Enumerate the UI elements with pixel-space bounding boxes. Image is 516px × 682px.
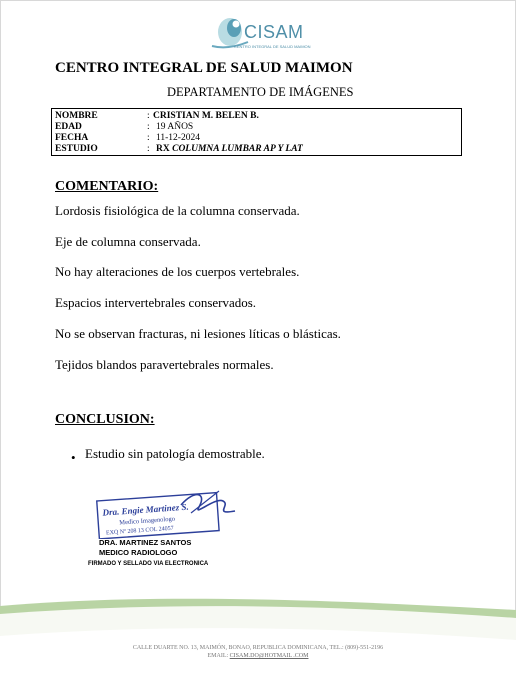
colon: : [147, 144, 150, 154]
footer-wave [0, 596, 516, 682]
signer-role: MEDICO RADIOLOGO [99, 548, 178, 557]
signature-note: FIRMADO Y SELLADO VIA ELECTRONICA [88, 561, 209, 567]
logo-name: CISAM [244, 22, 304, 42]
comment-line: No se observan fracturas, ni lesiones líticas o blásticas. [55, 326, 341, 341]
study-value: COLUMNA LUMBAR AP Y LAT [172, 144, 303, 154]
name-value: CRISTIAN M. BELEN B. [153, 111, 259, 121]
patient-info-box [51, 108, 462, 156]
age-label: EDAD [55, 122, 82, 132]
study-prefix: RX [156, 144, 170, 154]
age-value: 19 AÑOS [156, 122, 194, 132]
footer-address: CALLE DUARTE NO. 13, MAIMÓN, BONAO, REPUBLICA DOMINICANA, TEL.: (809)-551-2196 [132, 645, 384, 651]
info-row-study [55, 143, 455, 155]
page-title: CENTRO INTEGRAL DE SALUD MAIMON [55, 60, 353, 76]
colon: : [147, 111, 150, 121]
comment-line: Lordosis fisiológica de la columna conservada. [55, 203, 300, 218]
date-value: 11-12-2024 [156, 133, 200, 143]
conclusion-item: Estudio sin patología demostrable. [85, 446, 265, 461]
logo-tagline: CENTRO INTEGRAL DE SALUD MAIMON [234, 44, 311, 49]
name-label: NOMBRE [55, 111, 98, 121]
study-label: ESTUDIO [55, 144, 98, 154]
colon: : [147, 133, 150, 143]
comment-line: Espacios intervertebrales conservados. [55, 295, 257, 310]
email-label: EMAIL: [207, 653, 229, 659]
signer-name: DRA. MARTINEZ SANTOS [99, 538, 192, 547]
date-label: FECHA [55, 133, 89, 143]
comment-line: Tejidos blandos paravertebrales normales. [55, 357, 274, 372]
department-label: DEPARTAMENTO DE IMÁGENES [167, 85, 354, 99]
bullet-dot: • [71, 450, 76, 465]
signature-stamp [95, 487, 240, 539]
comment-line: No hay alteraciones de los cuerpos vertebrales. [55, 264, 300, 279]
stamp-role: Medico Imagenologo [119, 515, 176, 527]
colon: : [147, 122, 150, 132]
conclusion-heading: CONCLUSION: [55, 412, 155, 427]
comment-line: Eje de columna conservada. [55, 234, 201, 249]
footer-email-line [0, 653, 516, 659]
comment-heading: COMENTARIO: [55, 179, 159, 194]
email-link[interactable]: CISAM.DO@HOTMAIL .COM [229, 653, 309, 659]
stamp-exequatur: EXQ Nº 208 13 COL 24057 [105, 525, 174, 537]
study-value-wrap [156, 143, 303, 155]
stamp-name: Dra. Engie Martinez S. [102, 501, 189, 518]
